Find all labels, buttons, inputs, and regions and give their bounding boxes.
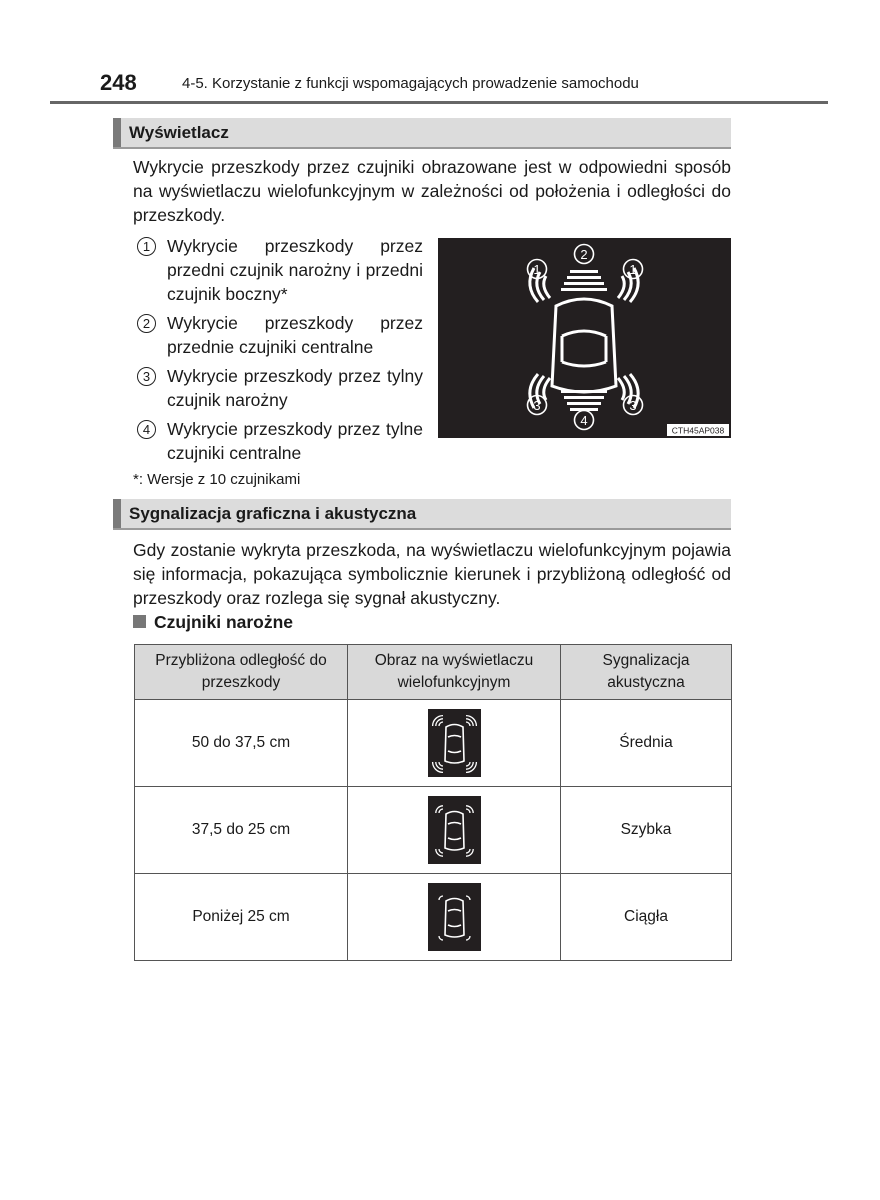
distance-signal-table	[134, 644, 732, 961]
proximity-arc	[466, 809, 470, 813]
column-header: Sygnalizacja akustyczna	[561, 645, 732, 700]
sound-cell: Średnia	[561, 700, 732, 787]
proximity-arc	[466, 762, 470, 766]
number-circle-icon: 4	[137, 420, 156, 439]
section-marker	[113, 118, 121, 147]
signal-intro-paragraph: Gdy zostanie wykryta przeszkoda, na wyświetlaczu wielofunkcyjnym pojawia się informacja, pokazująca symbolicznie kierunek i przybliżoną odległość od przeszkody oraz rozlega się sygnał akustyczny.	[133, 540, 731, 608]
callout-label: 1	[629, 262, 637, 277]
car-outline-icon	[445, 725, 464, 764]
display-image-cell	[348, 700, 561, 787]
section-title: Sygnalizacja graficzna i akustyczna	[129, 504, 417, 523]
callout-label: 1	[533, 262, 541, 277]
sensor-item-text: Wykrycie przeszkody przez tylny czujnik narożny	[167, 366, 423, 410]
proximity-arc	[439, 762, 443, 766]
page-header	[100, 70, 828, 102]
sensor-item-list	[133, 234, 423, 470]
sensor-item	[133, 364, 423, 412]
sensor-item-text: Wykrycie przeszkody przez przednie czujniki centralne	[167, 313, 423, 357]
table-header-row	[135, 645, 732, 700]
column-header: Przybliżona odległość do przeszkody	[135, 645, 348, 700]
square-bullet-icon	[133, 615, 146, 628]
callout-label: 3	[533, 398, 541, 413]
proximity-arc	[466, 722, 470, 726]
distance-cell: Poniżej 25 cm	[135, 874, 348, 961]
figure-code: CTH45AP038	[671, 425, 725, 436]
car-outline-icon	[552, 299, 616, 392]
distance-cell: 50 do 37,5 cm	[135, 700, 348, 787]
proximity-arc	[466, 849, 470, 853]
proximity-arc	[439, 896, 443, 900]
section-heading-signal	[113, 499, 731, 530]
mini-display-icon	[428, 796, 481, 864]
proximity-arc	[439, 809, 443, 813]
car-outline-icon	[445, 899, 464, 938]
front-center-bars-icon	[561, 270, 607, 291]
sensor-item	[133, 311, 423, 359]
callout-label: 3	[629, 398, 637, 413]
proximity-arc	[439, 849, 443, 853]
mini-display-icon	[428, 709, 481, 777]
number-circle-icon: 3	[137, 367, 156, 386]
distance-cell: 37,5 do 25 cm	[135, 787, 348, 874]
table-row	[135, 787, 732, 874]
callout-label: 4	[580, 413, 588, 428]
subheading	[133, 611, 293, 633]
footnote: *: Wersje z 10 czujnikami	[133, 471, 301, 488]
sensor-item-text: Wykrycie przeszkody przez tylne czujniki centralne	[167, 419, 423, 463]
car-outline-icon	[445, 812, 464, 851]
sensor-display-figure	[438, 238, 731, 438]
callout-label: 2	[580, 247, 588, 262]
display-image-cell	[348, 787, 561, 874]
sensor-item	[133, 417, 423, 465]
subheading-text: Czujniki narożne	[154, 612, 294, 632]
table-row	[135, 874, 732, 961]
display-intro-paragraph: Wykrycie przeszkody przez czujniki obrazowane jest w odpowiedni sposób na wyświetlaczu wielofunkcyjnym w zależności od położenia i odległości do przeszkody.	[133, 157, 731, 225]
proximity-arc	[466, 896, 470, 900]
section-heading-display	[113, 118, 731, 149]
proximity-arc	[439, 936, 443, 940]
section-marker	[113, 499, 121, 528]
page-number: 248	[100, 70, 137, 95]
chapter-title: 4-5. Korzystanie z funkcji wspomagających prowadzenie samochodu	[182, 75, 639, 92]
sensor-item	[133, 234, 423, 306]
number-circle-icon: 1	[137, 237, 156, 256]
header-rule	[50, 101, 828, 104]
sensor-item-text: Wykrycie przeszkody przez przedni czujnik narożny i przedni czujnik boczny*	[167, 236, 423, 304]
proximity-arc	[439, 722, 443, 726]
display-image-cell	[348, 874, 561, 961]
number-circle-icon: 2	[137, 314, 156, 333]
column-header: Obraz na wyświetlaczu wielofunkcyjnym	[348, 645, 561, 700]
proximity-arc	[466, 936, 470, 940]
sound-cell: Szybka	[561, 787, 732, 874]
sound-cell: Ciągła	[561, 874, 732, 961]
table-row	[135, 700, 732, 787]
section-title: Wyświetlacz	[129, 123, 229, 142]
mini-display-icon	[428, 883, 481, 951]
